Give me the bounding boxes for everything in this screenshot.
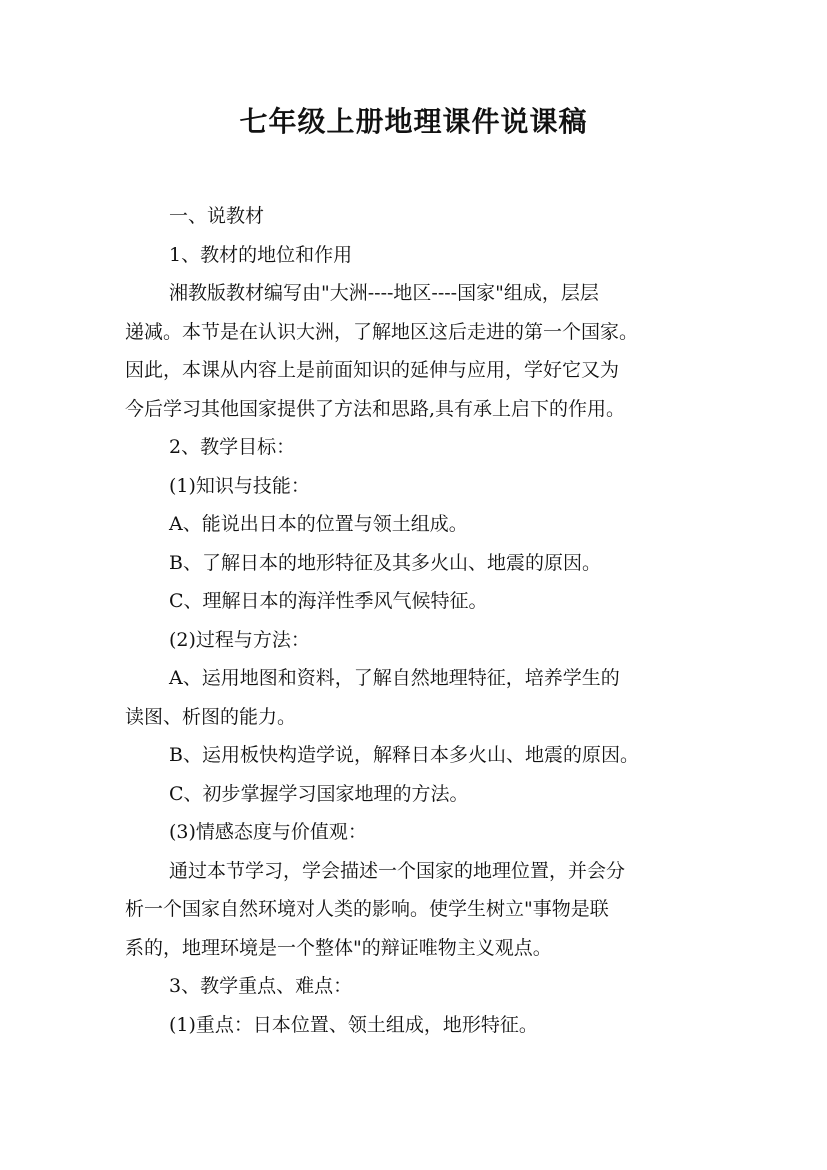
paragraph-line: 递减。本节是在认识大洲，了解地区这后走进的第一个国家。 [125, 320, 639, 343]
section-heading: 一、说教材 [169, 205, 265, 227]
list-heading: (3)情感态度与价值观： [169, 821, 367, 843]
list-item: A、运用地图和资料，了解自然地理特征，培养学生的 [169, 667, 620, 689]
paragraph-line: 湘教版教材编写由"大洲----地区----国家"组成，层层 [169, 282, 599, 304]
subsection-heading: 3、教学重点、难点： [169, 975, 353, 997]
list-item: B、了解日本的地形特征及其多火山、地震的原因。 [169, 551, 601, 574]
list-item: (1)重点：日本位置、领土组成，地形特征。 [169, 1013, 538, 1036]
list-item: C、理解日本的海洋性季风气候特征。 [169, 590, 488, 612]
paragraph-line: 今后学习其他国家提供了方法和思路,具有承上启下的作用。 [125, 397, 626, 420]
paragraph-line: 析一个国家自然环境对人类的影响。使学生树立"事物是联 [125, 898, 609, 920]
subsection-heading: 2、教学目标： [169, 436, 296, 458]
paragraph-line: 因此，本课从内容上是前面知识的延伸与应用，学好它又为 [125, 359, 620, 381]
paragraph-line: 读图、析图的能力。 [125, 705, 297, 728]
list-item: C、初步掌握学习国家地理的方法。 [169, 782, 469, 805]
list-heading: (1)知识与技能： [169, 474, 310, 497]
list-heading: (2)过程与方法： [169, 628, 310, 651]
list-item: A、能说出日本的位置与领土组成。 [169, 513, 468, 535]
paragraph-line: 系的，地理环境是一个整体"的辩证唯物主义观点。 [125, 936, 552, 959]
paragraph-line: 通过本节学习，学会描述一个国家的地理位置，并会分 [169, 859, 626, 882]
subsection-heading: 1、教材的地位和作用 [169, 243, 353, 266]
document-body [125, 197, 715, 1044]
list-item: B、运用板快构造学说，解释日本多火山、地震的原因。 [169, 744, 639, 766]
document-title: 七年级上册地理课件说课稿 [239, 105, 588, 138]
